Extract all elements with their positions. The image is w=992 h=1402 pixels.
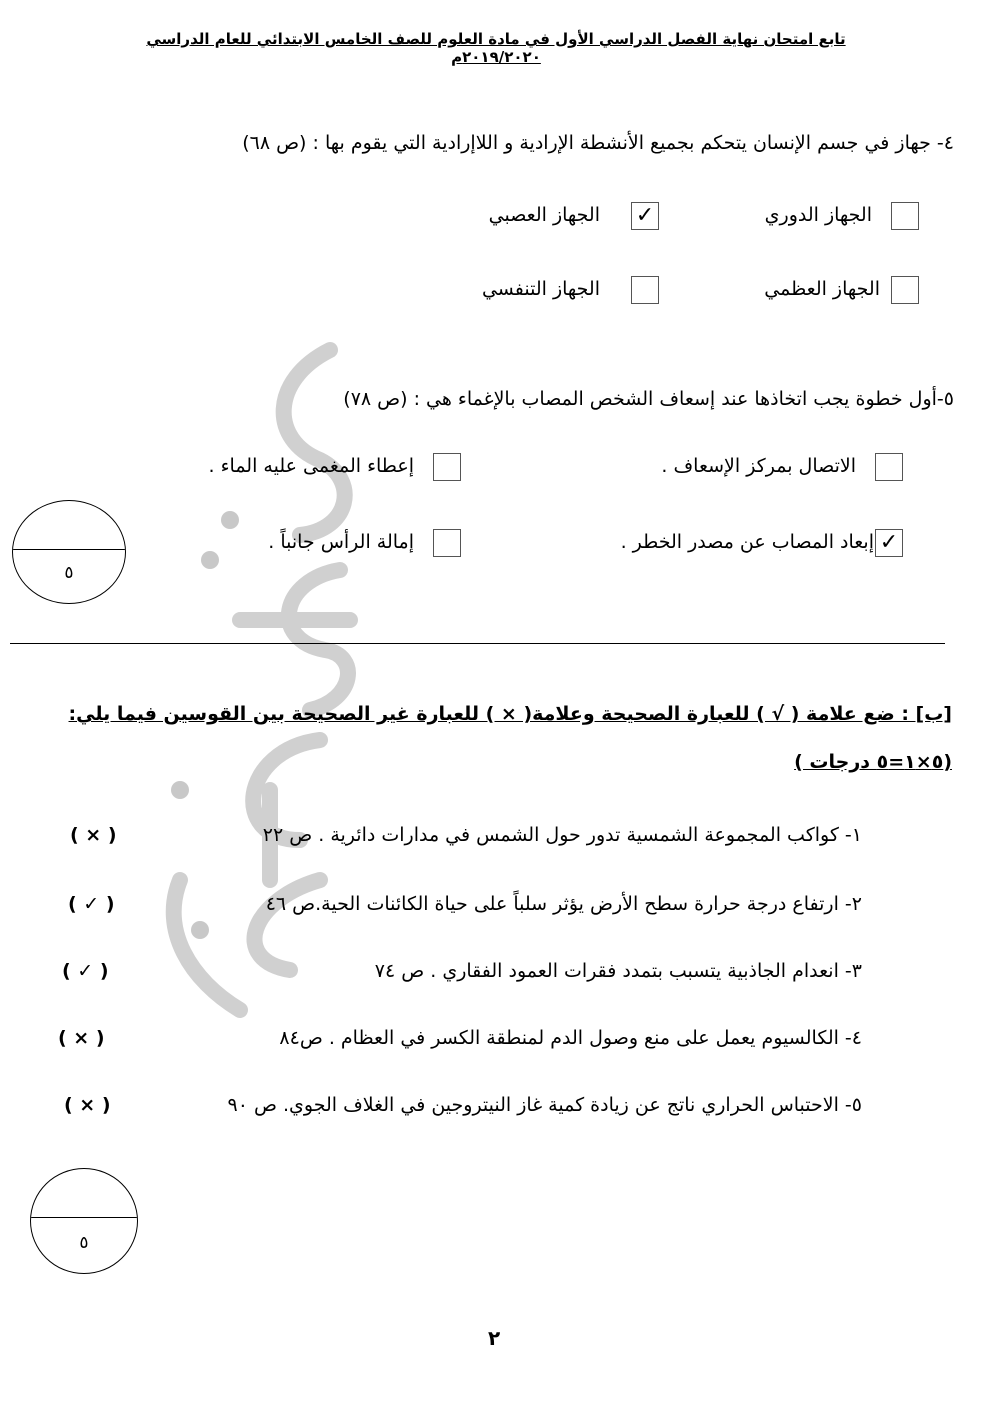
q5-option-4-label: إمالة الرأس جانباً . [268, 531, 414, 553]
statement-2-answer: ( ✓ ) [68, 893, 115, 915]
page-header: تابع امتحان نهاية الفصل الدراسي الأول في مادة العلوم للصف الخامس الابتدائي للعام الدراسي ٢٠١٩/٢٠٢٠م [146, 30, 846, 66]
answer-key-watermark [120, 320, 380, 1040]
score-circle-2-value: ٥ [79, 1233, 89, 1253]
statement-4: ٤- الكالسيوم يعمل على منع وصول الدم لمنطقة الكسر في العظام . ص٨٤ [279, 1027, 862, 1049]
statement-5-answer: ( × ) [64, 1094, 111, 1116]
score-circle-1-value: ٥ [64, 563, 74, 583]
check-icon: ✓ [635, 203, 655, 228]
score-circle-2 [30, 1168, 138, 1274]
section-b-title: [ب] : ضع علامة ( √ ) للعبارة الصحيحة وعلامة( × ) للعبارة غير الصحيحة بين القوسين فيما يلي: [68, 703, 952, 725]
section-divider [10, 643, 945, 644]
score-circle-1 [12, 500, 126, 604]
q4-option-2-label: الجهاز العصبي [488, 204, 600, 226]
score-circle-divider [13, 549, 125, 550]
q4-option-3-label: الجهاز العظمي [764, 278, 880, 300]
q5-option-2-checkbox[interactable] [433, 453, 461, 481]
statement-3: ٣- انعدام الجاذبية يتسبب بتمدد فقرات العمود الفقاري . ص ٧٤ [374, 960, 862, 982]
q5-option-1-checkbox[interactable] [875, 453, 903, 481]
statement-1-answer: ( × ) [70, 824, 117, 846]
page-number: ٢ [488, 1326, 501, 1350]
q5-option-3-label: إبعاد المصاب عن مصدر الخطر . [620, 531, 874, 553]
q4-option-1-checkbox[interactable] [891, 202, 919, 230]
score-circle-divider [31, 1217, 137, 1218]
section-b-marks: (٥×١=٥ درجات ) [794, 751, 952, 773]
q4-option-2-checkbox[interactable] [631, 202, 659, 230]
q5-option-1-label: الاتصال بمركز الإسعاف . [661, 455, 856, 477]
statement-2: ٢- ارتفاع درجة حرارة سطح الأرض يؤثر سلباً على حياة الكائنات الحية.ص ٤٦ [265, 893, 862, 915]
question-5-text: ٥-أول خطوة يجب اتخاذها عند إسعاف الشخص المصاب بالإغماء هي : (ص ٧٨) [343, 388, 954, 410]
statement-1: ١- كواكب المجموعة الشمسية تدور حول الشمس في مدارات دائرية . ص ٢٢ [262, 824, 862, 846]
q5-option-4-checkbox[interactable] [433, 529, 461, 557]
q4-option-4-checkbox[interactable] [631, 276, 659, 304]
q4-option-3-checkbox[interactable] [891, 276, 919, 304]
statement-3-answer: ( ✓ ) [62, 960, 109, 982]
q5-option-2-label: إعطاء المغمى عليه الماء . [208, 455, 414, 477]
check-icon: ✓ [879, 530, 899, 555]
question-4-text: ٤- جهاز في جسم الإنسان يتحكم بجميع الأنشطة الإرادية و اللاإرادية التي يقوم بها : (ص ٦٨) [242, 132, 954, 154]
q4-option-1-label: الجهاز الدوري [764, 204, 872, 226]
statement-4-answer: ( × ) [58, 1027, 105, 1049]
q5-option-3-checkbox[interactable] [875, 529, 903, 557]
q4-option-4-label: الجهاز التنفسي [481, 278, 600, 300]
statement-5: ٥- الاحتباس الحراري ناتج عن زيادة كمية غاز النيتروجين في الغلاف الجوي. ص ٩٠ [227, 1094, 862, 1116]
